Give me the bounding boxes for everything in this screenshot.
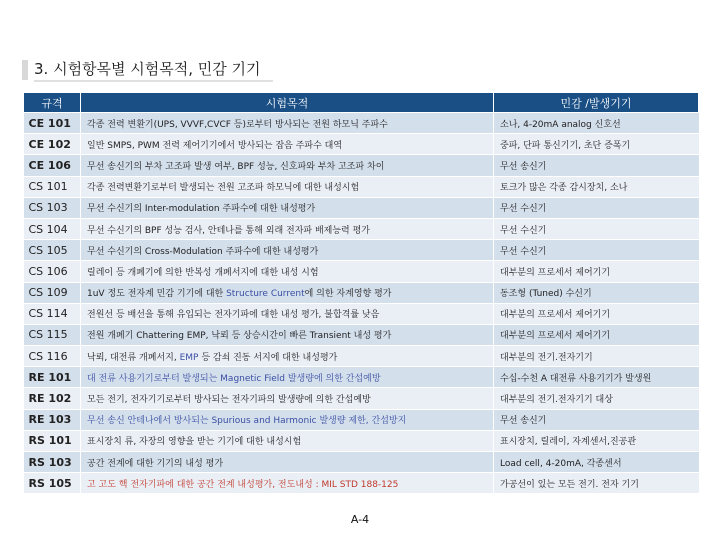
table-body (24, 113, 699, 494)
standard-code: RS 101 (24, 430, 81, 451)
standard-code: CS 114 (24, 303, 81, 324)
purpose-text: 낙뢰, 대전류 개폐서지, (87, 352, 180, 363)
test-purpose (81, 409, 494, 430)
standard-code: CE 101 (24, 113, 81, 134)
page-number: A-4 (350, 513, 370, 526)
test-purpose (81, 367, 494, 388)
table-row (24, 134, 699, 155)
header-standard: 규격 (24, 93, 81, 113)
highlighted-text: 대 전류 사용기기로부터 발생되는 Magnetic Field 발생량에 의한 간섭예방 (87, 373, 381, 384)
table-row (24, 303, 699, 324)
sensitive-device: 토크가 많은 각종 감시장치, 소나 (494, 176, 699, 197)
sensitive-device: 대부분의 프로세서 제어기기 (494, 303, 699, 324)
title-area (22, 58, 322, 84)
test-purpose: 모든 전기, 전자기기로부터 방사되는 전자기파의 발생량에 의한 간섭예방 (81, 388, 494, 409)
test-purpose: 무선 수신기의 BPF 성능 검사, 안테나를 통해 외래 전자파 배제능력 평가 (81, 218, 494, 239)
test-purpose (81, 282, 494, 303)
test-purpose: 무선 수신기의 Inter-modulation 주파수에 대한 내성평가 (81, 197, 494, 218)
table-row (24, 430, 699, 451)
page-title: 3. 시험항목별 시험목적, 민감 기기 (34, 58, 273, 82)
test-purpose: 전원선 등 배선을 통해 유입되는 전자기파에 대한 내성 평가, 불합격률 낮음 (81, 303, 494, 324)
table-row (24, 473, 699, 494)
table-row (24, 346, 699, 367)
standard-code: CS 115 (24, 324, 81, 345)
standard-code: RE 101 (24, 367, 81, 388)
highlighted-text: 고 고도 핵 전자기파에 대한 공간 전계 내성평가, 전도내성 : MIL STD 188-125 (87, 479, 399, 490)
sensitive-device: 무선 수신기 (494, 218, 699, 239)
sensitive-device: 가공선이 있는 모든 전기. 전자 기기 (494, 473, 699, 494)
test-items-table (23, 92, 699, 494)
table-row (24, 409, 699, 430)
test-purpose: 일반 SMPS, PWM 전력 제어기기에서 방사되는 잡음 주파수 대역 (81, 134, 494, 155)
sensitive-device: 대부분의 프로세서 제어기기 (494, 324, 699, 345)
sensitive-device: 무선 송신기 (494, 155, 699, 176)
standard-code: CS 109 (24, 282, 81, 303)
test-purpose: 무선 송신기의 부차 고조파 발생 여부, BPF 성능, 신호파와 부차 고조파 차이 (81, 155, 494, 176)
test-purpose (81, 346, 494, 367)
table-row (24, 282, 699, 303)
standard-code: CE 106 (24, 155, 81, 176)
purpose-text: 1uV 정도 전자계 민감 기기에 대한 (87, 289, 227, 300)
test-purpose: 전원 개폐기 Chattering EMP, 낙뢰 등 상승시간이 빠른 Transient 내성 평가 (81, 324, 494, 345)
standard-code: CS 103 (24, 197, 81, 218)
standard-code: CS 101 (24, 176, 81, 197)
standard-code: CS 116 (24, 346, 81, 367)
sensitive-device: 표시장치, 릴레이, 자계센서,진공관 (494, 430, 699, 451)
standard-code: RE 103 (24, 409, 81, 430)
table-row (24, 324, 699, 345)
sensitive-device: 대부분의 프로세서 제어기기 (494, 261, 699, 282)
standard-code: CS 104 (24, 218, 81, 239)
table-row (24, 176, 699, 197)
header-sensitive-device: 민감 /발생기기 (494, 93, 699, 113)
highlighted-text: 무선 송신 안테나에서 방사되는 Spurious and Harmonic 발생량 제한, 간섭방지 (87, 416, 407, 427)
test-purpose: 공간 전계에 대한 기기의 내성 평가 (81, 452, 494, 473)
sensitive-device: 무선 수신기 (494, 240, 699, 261)
standard-code: RS 105 (24, 473, 81, 494)
standard-code: CE 102 (24, 134, 81, 155)
sensitive-device: 동조형 (Tuned) 수신기 (494, 282, 699, 303)
table-row (24, 218, 699, 239)
title-accent-bar (22, 60, 28, 80)
table-header-row (24, 93, 699, 113)
table-row (24, 452, 699, 473)
purpose-text: 에 의한 자계영향 평가 (304, 289, 392, 300)
table-row (24, 388, 699, 409)
sensitive-device: 무선 수신기 (494, 197, 699, 218)
standard-code: RE 102 (24, 388, 81, 409)
standard-code: CS 105 (24, 240, 81, 261)
test-purpose: 무선 수신기의 Cross-Modulation 주파수에 대한 내성평가 (81, 240, 494, 261)
test-purpose (81, 473, 494, 494)
test-purpose: 각종 전력변환기로부터 발생되는 전원 고조파 하모닉에 대한 내성시험 (81, 176, 494, 197)
test-purpose: 각종 전력 변환기(UPS, VVVF,CVCF 등)로부터 방사되는 전원 하모닉 주파수 (81, 113, 494, 134)
table-row (24, 261, 699, 282)
purpose-text: 등 감쇠 진동 서지에 대한 내성평가 (198, 352, 338, 363)
standard-code: RS 103 (24, 452, 81, 473)
table-row (24, 113, 699, 134)
sensitive-device: Load cell, 4-20mA, 각종센서 (494, 452, 699, 473)
sensitive-device: 대부분의 전기.전자기기 대상 (494, 388, 699, 409)
sensitive-device: 수십-수천 A 대전류 사용기기가 발생원 (494, 367, 699, 388)
test-purpose: 릴레이 등 개폐기에 의한 반복성 개폐서지에 대한 내성 시험 (81, 261, 494, 282)
table-row (24, 240, 699, 261)
sensitive-device: 중파, 단파 통신기기, 초단 증폭기 (494, 134, 699, 155)
header-test-purpose: 시험목적 (81, 93, 494, 113)
test-purpose: 표시장치 류, 자장의 영향을 받는 기기에 대한 내성시험 (81, 430, 494, 451)
table-row (24, 155, 699, 176)
sensitive-device: 무선 송신기 (494, 409, 699, 430)
highlighted-text: Structure Current (226, 289, 305, 300)
sensitive-device: 대부분의 전기.전자기기 (494, 346, 699, 367)
table-row (24, 197, 699, 218)
standard-code: CS 106 (24, 261, 81, 282)
sensitive-device: 소나, 4-20mA analog 신호선 (494, 113, 699, 134)
table-row (24, 367, 699, 388)
highlighted-text: EMP (179, 352, 199, 363)
